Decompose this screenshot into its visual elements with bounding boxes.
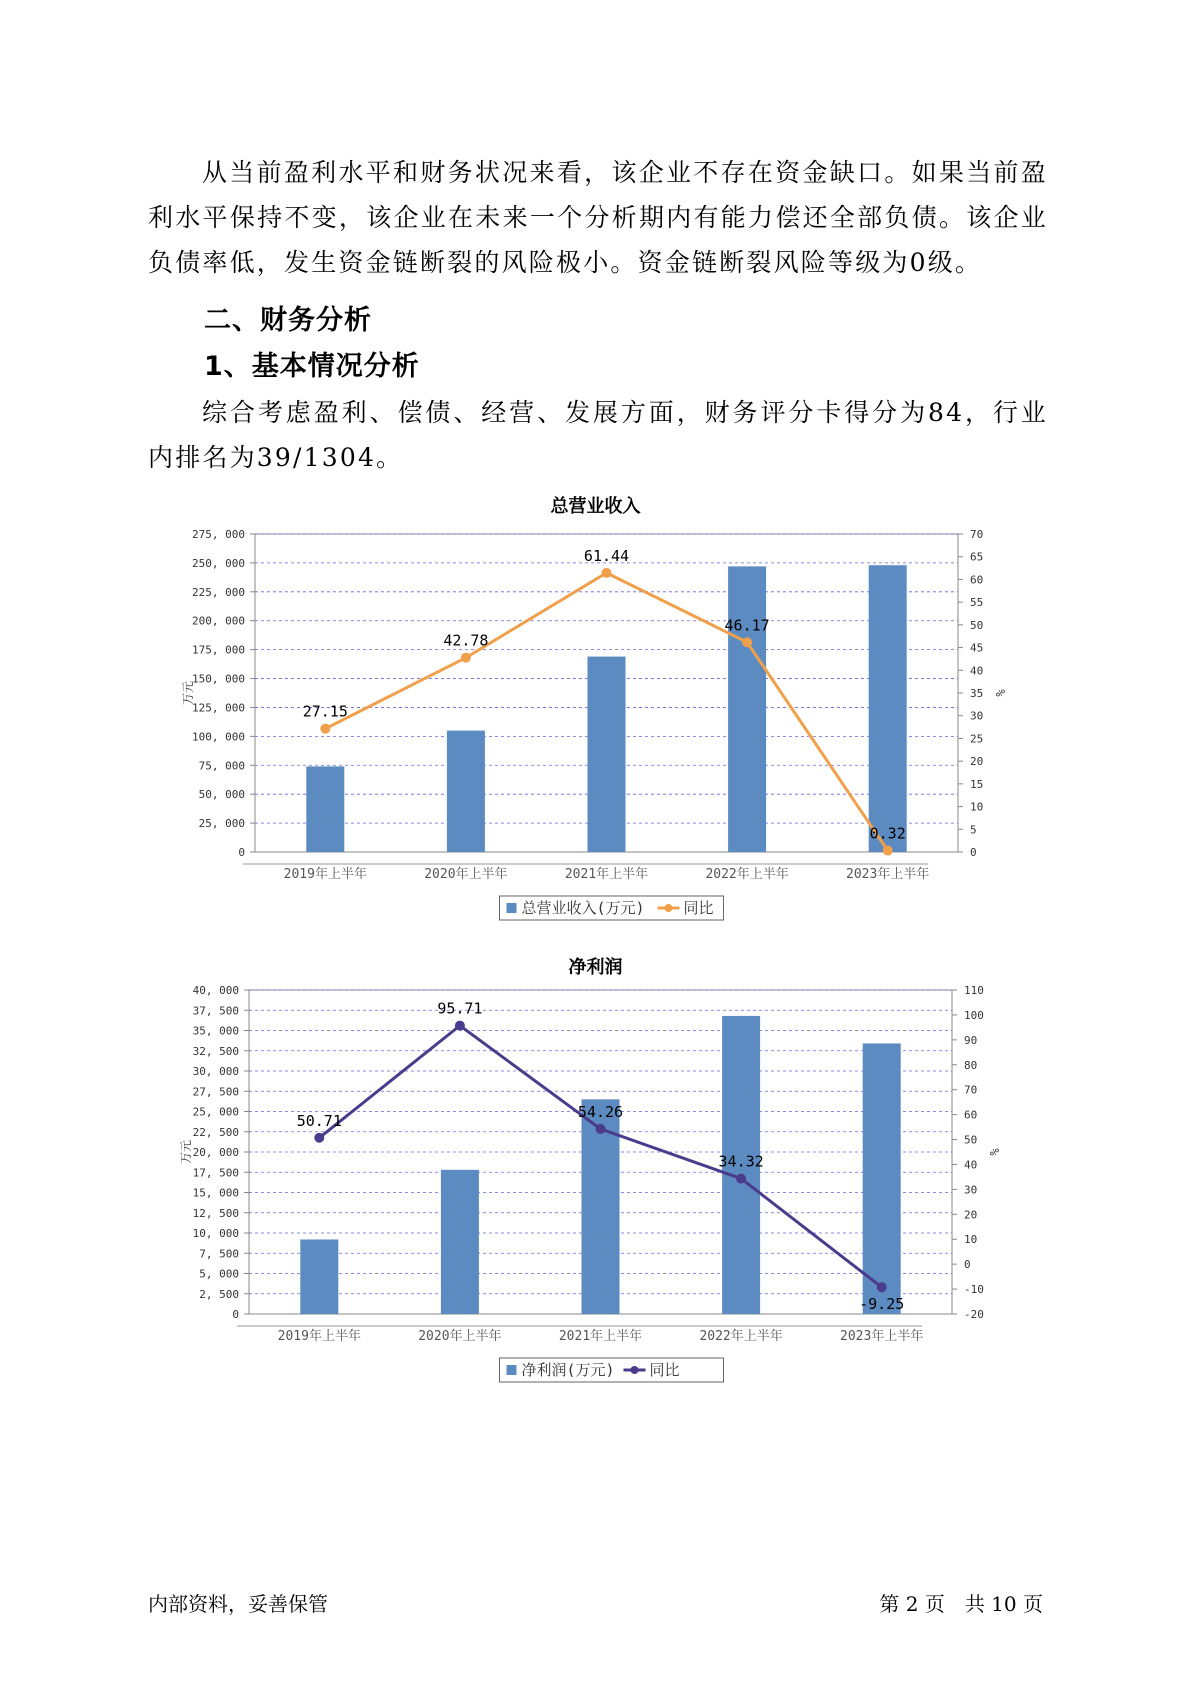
- x-tick-label: 2023年上半年: [840, 1329, 924, 1344]
- yoy-point: [596, 1124, 606, 1134]
- net-profit-chart: [0, 980, 1191, 1410]
- x-tick-label: 2019年上半年: [283, 867, 367, 882]
- y2-tick-label: 25: [970, 732, 984, 746]
- x-tick-label: 2022年上半年: [699, 1329, 783, 1344]
- y-tick-label: 17, 500: [192, 1166, 239, 1180]
- legend-label-line: 同比: [683, 899, 714, 917]
- section-heading-financial-analysis: 二、财务分析: [204, 305, 372, 336]
- y2-tick-label: 70: [964, 1083, 978, 1097]
- yoy-point: [602, 568, 612, 578]
- bar: [447, 731, 485, 852]
- y2-tick-label: -20: [964, 1308, 984, 1321]
- y-tick-label: 20, 000: [192, 1146, 239, 1159]
- bar: [300, 1239, 338, 1314]
- y2-tick-label: 40: [970, 664, 984, 678]
- footer-confidential-note: 内部资料，妥善保管: [148, 1592, 328, 1616]
- y2-tick-label: 60: [970, 573, 984, 587]
- y2-tick-label: 10: [970, 800, 984, 814]
- y2-tick-label: 0: [964, 1258, 971, 1272]
- legend-swatch-bar: [507, 903, 517, 913]
- risk-summary-paragraph: 从当前盈利水平和财务状况来看，该企业不存在资金缺口。如果当前盈利水平保持不变，该企业在未来一个分析期内有能力偿还全部负债。该企业负债率低，发生资金链断裂的风险极小。资金链断裂风险等级为0级。: [148, 158, 1048, 277]
- yoy-data-label: 61.44: [583, 546, 630, 565]
- yoy-data-label: 46.17: [724, 616, 770, 635]
- legend-label-line: 同比: [649, 1361, 680, 1379]
- x-tick-label: 2020年上半年: [418, 1329, 502, 1344]
- yoy-point: [455, 1021, 465, 1031]
- y-tick-label: 0: [238, 846, 245, 859]
- y2-tick-label: 50: [970, 618, 984, 632]
- y-tick-label: 75, 000: [198, 759, 245, 773]
- bar: [863, 1043, 901, 1314]
- y2-tick-label: 5: [970, 823, 977, 837]
- y-tick-label: 27, 500: [192, 1085, 239, 1099]
- y-tick-label: 22, 500: [192, 1125, 239, 1139]
- y2-tick-label: 55: [970, 596, 984, 610]
- net-profit-chart-title: 净利润: [568, 957, 623, 978]
- y2-tick-label: 80: [964, 1058, 978, 1072]
- y-tick-label: 250, 000: [192, 556, 245, 570]
- y-tick-label: 10, 000: [192, 1227, 239, 1240]
- legend-swatch-bar: [507, 1365, 517, 1375]
- legend-swatch-marker: [665, 904, 673, 912]
- legend-label-bar: 净利润(万元): [521, 1361, 615, 1379]
- y2-tick-label: 30: [970, 709, 984, 723]
- scorecard-paragraph: 综合考虑盈利、偿债、经营、发展方面，财务评分卡得分为84，行业内排名为39/1304。: [148, 398, 1048, 472]
- subsection-heading-basic-analysis: 1、基本情况分析: [204, 351, 420, 382]
- y2-tick-label: 20: [964, 1208, 978, 1222]
- y-tick-label: 5, 000: [199, 1267, 239, 1281]
- y2-tick-label: 70: [970, 528, 984, 541]
- y-tick-label: 150, 000: [192, 672, 245, 686]
- y2-tick-label: 0: [970, 846, 977, 859]
- y2-tick-label: 35: [970, 687, 984, 700]
- y-tick-label: 2, 500: [199, 1287, 239, 1301]
- revenue-chart: [0, 520, 1191, 940]
- y-tick-label: 50, 000: [198, 788, 245, 802]
- bar: [728, 566, 766, 852]
- y-tick-label: 35, 000: [192, 1024, 239, 1038]
- y-tick-label: 15, 000: [192, 1186, 239, 1200]
- y-tick-label: 12, 500: [192, 1206, 239, 1220]
- y-tick-label: 175, 000: [192, 643, 245, 657]
- y2-tick-label: 60: [964, 1108, 978, 1122]
- yoy-point: [461, 653, 471, 663]
- y2-tick-label: 100: [964, 1008, 984, 1022]
- y2-tick-label: 50: [964, 1133, 978, 1147]
- y-axis-title: 万元: [181, 680, 195, 706]
- x-tick-label: 2023年上半年: [846, 867, 930, 882]
- y2-tick-label: 15: [970, 777, 984, 791]
- yoy-data-label: 34.32: [718, 1152, 764, 1171]
- x-tick-label: 2022年上半年: [705, 867, 789, 882]
- y-tick-label: 40, 000: [192, 984, 239, 997]
- y-tick-label: 200, 000: [192, 614, 245, 628]
- bar: [588, 657, 626, 852]
- y2-tick-label: 10: [964, 1233, 978, 1247]
- x-tick-label: 2020年上半年: [424, 867, 508, 882]
- y-tick-label: 25, 000: [192, 1105, 239, 1119]
- y2-tick-label: 30: [964, 1183, 978, 1197]
- y2-tick-label: 20: [970, 755, 984, 769]
- yoy-point: [883, 846, 893, 856]
- yoy-data-label: 27.15: [302, 702, 348, 721]
- yoy-data-label: 50.71: [296, 1111, 342, 1130]
- y-tick-label: 100, 000: [192, 730, 245, 744]
- y-tick-label: 225, 000: [192, 585, 245, 599]
- y2-tick-label: 40: [964, 1158, 978, 1172]
- y2-axis-title: %: [987, 1148, 1001, 1156]
- yoy-point: [877, 1282, 887, 1292]
- yoy-data-label: 95.71: [437, 999, 483, 1018]
- yoy-data-label: -9.25: [859, 1295, 905, 1314]
- y2-tick-label: 45: [970, 641, 984, 655]
- y2-tick-label: 65: [970, 550, 984, 564]
- x-tick-label: 2019年上半年: [277, 1329, 361, 1344]
- footer-page-number: 第 2 页 共 10 页: [879, 1592, 1043, 1616]
- yoy-data-label: 54.26: [577, 1102, 624, 1121]
- y2-tick-label: 110: [964, 984, 984, 997]
- y2-tick-label: 90: [964, 1033, 978, 1047]
- bar: [869, 565, 907, 852]
- y-tick-label: 7, 500: [199, 1247, 239, 1261]
- legend-swatch-marker: [631, 1366, 639, 1374]
- y-axis-title: 万元: [179, 1139, 193, 1165]
- yoy-point: [320, 724, 330, 734]
- y-tick-label: 25, 000: [198, 817, 245, 831]
- y-tick-label: 0: [232, 1308, 239, 1321]
- yoy-data-label: 42.78: [443, 631, 489, 650]
- x-tick-label: 2021年上半年: [558, 1329, 643, 1344]
- y-tick-label: 32, 500: [192, 1044, 239, 1058]
- yoy-point: [736, 1174, 746, 1184]
- revenue-chart-title: 总营业收入: [550, 496, 641, 517]
- legend-label-bar: 总营业收入(万元): [521, 899, 645, 917]
- y-tick-label: 37, 500: [192, 1004, 239, 1018]
- y-tick-label: 275, 000: [192, 528, 245, 541]
- x-tick-label: 2021年上半年: [564, 867, 649, 882]
- yoy-point: [742, 637, 752, 647]
- y2-axis-title: %: [993, 689, 1007, 697]
- y-tick-label: 30, 000: [192, 1065, 239, 1078]
- bar: [306, 766, 344, 852]
- bar: [441, 1170, 479, 1314]
- y-tick-label: 125, 000: [192, 701, 245, 715]
- yoy-data-label: 0.32: [869, 824, 906, 843]
- y2-tick-label: -10: [964, 1283, 984, 1297]
- yoy-point: [314, 1133, 324, 1143]
